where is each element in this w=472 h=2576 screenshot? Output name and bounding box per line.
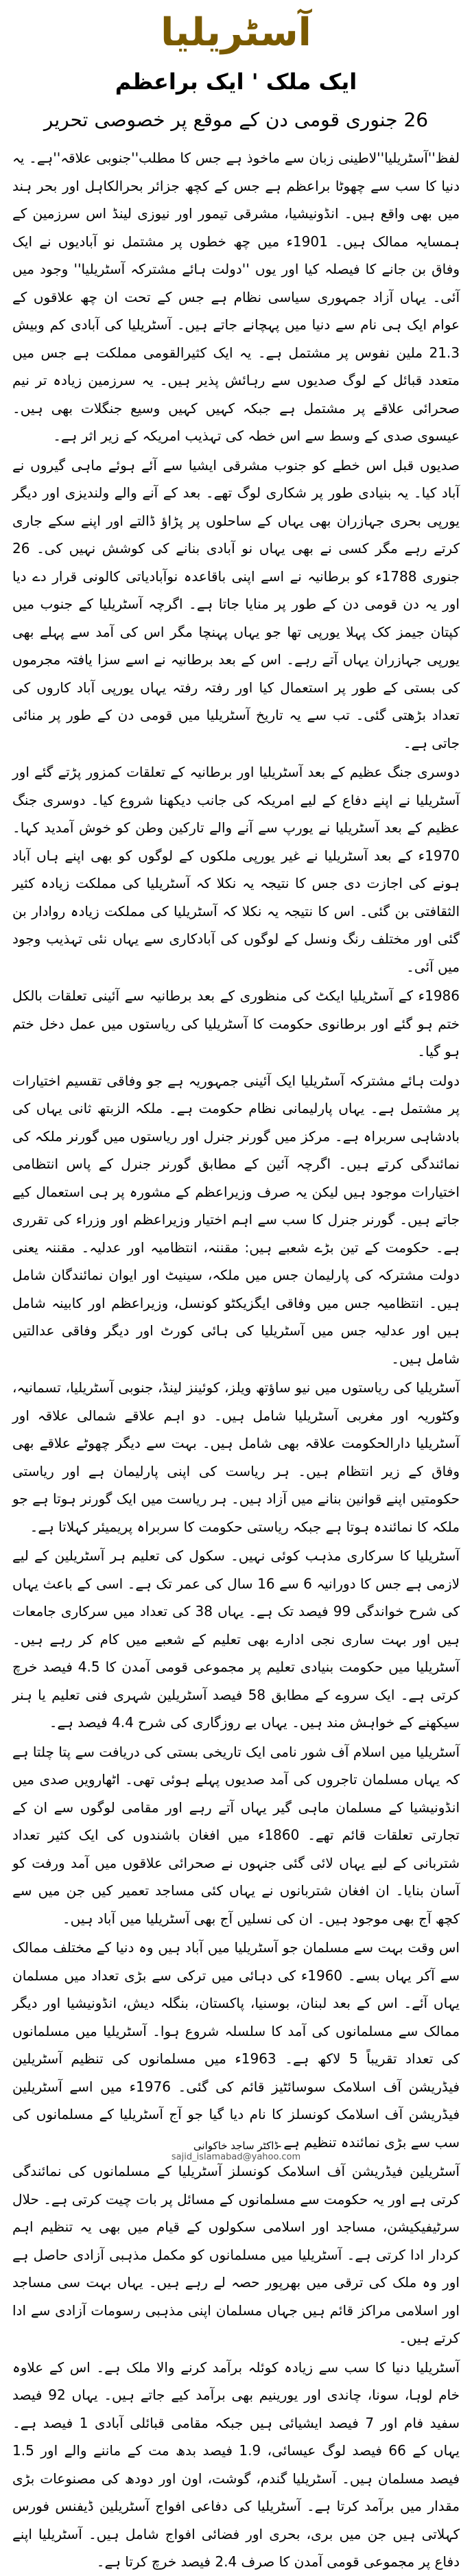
author-name: ڈاکٹر ساجد خاکوانی <box>193 2140 279 2152</box>
paragraph: لفظ''آسٹریلیا''لاطینی زبان سے ماخوذ ہے جس کا مطلب''جنوبی علاقہ''ہے۔ یہ دنیا کا سب سے چھوٹا براعظم ہے جس کے کچھ جزائر بحرالکاہل اور بحر ہند میں بھی واقع ہیں۔ انڈونیشیا، مشرقی تیمور اور نیوزی لینڈ اس سرزمین کے ہمسایہ ممالک ہیں۔ 1901ء میں چھ خطوں پر مشتمل نو آبادیوں نے ایک وفاق بن جانے کا فیصلہ کیا اور یوں ''دولت ہائے مشترکہ آسٹریلیا'' وجود میں آئی۔ یہاں آزاد جمہوری سیاسی نظام ہے جس کے تحت ان چھ علاقوں کے عوام ایک ہی نام سے دنیا میں پہچانے جاتے ہیں۔ آسٹریلیا کی آبادی کم وبیش 21.3 ملین نفوس پر مشتمل ہے۔ یہ ایک کثیرالقومی مملکت ہے جس میں متعدد قبائل کے لوگ صدیوں سے رہائش پذیر ہیں۔ یہ سرزمین زیادہ تر نیم صحرائی علاقے پر مشتمل ہے جبکہ کہیں کہیں وسیع جنگلات بھی ہیں۔ عیسوی صدی کے وسط سے اس خطہ کی تہذیب امریکہ کے زیر اثر ہے۔ <box>12 150 460 444</box>
paragraph: دولت ہائے مشترکہ آسٹریلیا ایک آئینی جمہوریہ ہے جو وفاقی تقسیم اختیارات پر مشتمل ہے۔ یہاں پارلیمانی نظام حکومت ہے۔ ملکہ الزبتھ ثانی یہاں کی بادشاہی سربراہ ہے۔ مرکز میں گورنر جنرل اور ریاستوں میں گورنر ملکہ کی نمائندگی کرتے ہیں۔ اگرچہ آئین کے مطابق گورنر جنرل کے پاس انتظامی اختیارات موجود ہیں لیکن یہ صرف وزیراعظم کے مشورہ پر ہی استعمال کیے جاتے ہیں۔ گورنر جنرل کا سب سے اہم اختیار وزیراعظم اور وزراء کی تقرری ہے۔ حکومت کے تین بڑے شعبے ہیں: مقننہ، انتظامیہ اور عدلیہ۔ مقننہ یعنی دولت مشترکہ کی پارلیمان جس میں ملکہ، سینیٹ اور ایوان نمائندگان شامل ہیں۔ انتظامیہ جس میں وفاقی ایگزیکٹو کونسل، وزیراعظم اور کابینہ شامل ہیں اور عدلیہ جس میں آسٹریلیا کی ہائی کورٹ اور دیگر وفاقی عدالتیں شامل ہیں۔ <box>12 1072 460 1367</box>
paragraph: صدیوں قبل اس خطے کو جنوب مشرقی ایشیا سے آئے ہوئے ماہی گیروں نے آباد کیا۔ یہ بنیادی طور پر شکاری لوگ تھے۔ بعد کے آنے والے ولندیزی اور دیگر یورپی بحری جہازران بھی یہاں کے ساحلوں پر پڑاؤ ڈالتے اور اپنے سکے جاری کرتے رہے مگر کسی نے بھی یہاں نو آبادی بنانے کی کوشش نہیں کی۔ 26 جنوری 1788ء کو برطانیہ نے اسے اپنی باقاعدہ نوآبادیاتی کالونی قرار دے دیا اور یہ دن قومی دن کے طور پر منایا جاتا ہے۔ اگرچہ آسٹریلیا کے جنوب میں کپتان جیمز کک پہلا یورپی تھا جو یہاں پہنچا مگر اس کی آمد سے پہلے بھی یورپی جہازران یہاں آتے رہے۔ اس کے بعد برطانیہ نے اسے سزا یافتہ مجرموں کی بستی کے طور پر استعمال کیا اور رفتہ رفتہ یہاں یورپی آباد کاروں کی تعداد بڑھتی گئی۔ تب سے یہ تاریخ آسٹریلیا میں قومی دن کے طور پر منائی جاتی ہے۔ <box>12 456 460 751</box>
article-body <box>12 144 460 2576</box>
author-email: sajid_islamabad@yahoo.com <box>171 2152 301 2162</box>
paragraph: آسٹریلیا دنیا کا سب سے زیادہ کوئلہ برآمد کرنے والا ملک ہے۔ اس کے علاوہ خام لوہا، سونا، چاندی اور یورینیم بھی برآمد کیے جاتے ہیں۔ یہاں 92 فیصد سفید فام اور 7 فیصد ایشیائی ہیں جبکہ مقامی قبائلی آبادی 1 فیصد ہے۔ یہاں کے 66 فیصد لوگ عیسائی، 1.9 فیصد بدھ مت کے ماننے والے اور 1.5 فیصد مسلمان ہیں۔ آسٹریلیا گندم، گوشت، اون اور دودھ کی مصنوعات بڑی مقدار میں برآمد کرتا ہے۔ آسٹریلیا کی دفاعی افواج آسٹریلین ڈیفنس فورس کہلاتی ہیں جن میں بری، بحری اور فضائی افواج شامل ہیں۔ آسٹریلیا اپنے دفاع پر مجموعی قومی آمدن کا صرف 2.4 فیصد خرچ کرتا ہے۔ <box>12 2358 460 2570</box>
article-title: آسٹریلیا <box>161 10 311 55</box>
paragraph: دوسری جنگ عظیم کے بعد آسٹریلیا اور برطانیہ کے تعلقات کمزور پڑتے گئے اور آسٹریلیا نے اپنے دفاع کے لیے امریکہ کی جانب دیکھنا شروع کیا۔ دوسری جنگ عظیم کے بعد آسٹریلیا نے یورپ سے آنے والے تارکین وطن کو خوش آمدید کہا۔ 1970ء کے بعد آسٹریلیا نے غیر یورپی ملکوں کے لوگوں کو بھی اپنے ہاں آباد ہونے کی اجازت دی جس کا نتیجہ یہ نکلا کہ آسٹریلیا کی مملکت زیادہ کثیر الثقافتی بن گئی۔ اس کا نتیجہ یہ نکلا کہ آسٹریلیا کی مملکت زیادہ روادار بن گئی اور مختلف رنگ ونسل کے لوگوں کی آبادکاری سے یہاں نئی تہذیب وجود میں آئی۔ <box>12 764 460 975</box>
article-subtitle: ایک ملک ' ایک براعظم <box>115 69 357 95</box>
paragraph: 1986ء کے آسٹریلیا ایکٹ کی منظوری کے بعد برطانیہ سے آئینی تعلقات بالکل ختم ہو گئے اور برطانوی حکومت کا آسٹریلیا کی ریاستوں میں عمل دخل ختم ہو گیا۔ <box>12 987 460 1059</box>
article-kicker: 26 جنوری قومی دن کے موقع پر خصوصی تحریر <box>43 108 429 131</box>
paragraph: آسٹریلین فیڈریشن آف اسلامک کونسلز آسٹریلیا کے مسلمانوں کی نمائندگی کرتی ہے اور یہ حکومت سے مسلمانوں کے مسائل پر بات چیت کرتی ہے۔ حلال سرٹیفیکیشن، مساجد اور اسلامی سکولوں کے قیام میں بھی یہ تنظیم اہم کردار ادا کرتی ہے۔ آسٹریلیا میں مسلمانوں کو مکمل مذہبی آزادی حاصل ہے اور وہ ملک کی ترقی میں بھرپور حصہ لے رہے ہیں۔ یہاں بہت سی مساجد اور اسلامی مراکز قائم ہیں جہاں مسلمان اپنی مذہبی رسومات آزادی سے ادا کرتے ہیں۔ <box>12 2163 460 2346</box>
paragraph: آسٹریلیا کا سرکاری مذہب کوئی نہیں۔ سکول کی تعلیم ہر آسٹریلین کے لیے لازمی ہے جس کا دورانیہ 6 سے 16 سال کی عمر تک ہے۔ اسی کے باعث یہاں کی شرح خواندگی 99 فیصد تک ہے۔ یہاں 38 کی تعداد میں سرکاری جامعات ہیں اور بہت ساری نجی ادارے بھی تعلیم کے شعبے میں کام کر رہے ہیں۔ آسٹریلیا میں حکومت بنیادی تعلیم پر مجموعی قومی آمدن کا 4.5 فیصد خرچ کرتی ہے۔ ایک سروے کے مطابق 58 فیصد آسٹریلین شہری فنی تعلیم یا ہنر سیکھنے کے خواہش مند ہیں۔ یہاں بے روزگاری کی شرح 4.4 فیصد ہے۔ <box>12 1547 460 1731</box>
article-footer <box>0 2140 472 2162</box>
paragraph: آسٹریلیا کی ریاستوں میں نیو ساؤتھ ویلز، کوئینز لینڈ، جنوبی آسٹریلیا، تسمانیہ، وکٹوریہ اور مغربی آسٹریلیا شامل ہیں۔ دو اہم علاقے شمالی علاقہ اور آسٹریلیا دارالحکومت علاقہ بھی شامل ہیں۔ بہت سے دیگر چھوٹے علاقے بھی وفاق کے زیر انتظام ہیں۔ ہر ریاست کی اپنی پارلیمان ہے اور ریاستی حکومتیں اپنے قوانین بنانے میں آزاد ہیں۔ ہر ریاست میں ایک گورنر ہوتا ہے جو ملکہ کا نمائندہ ہوتا ہے جبکہ ریاستی حکومت کا سربراہ پریمیئر کہلاتا ہے۔ <box>12 1379 460 1535</box>
paragraph: اس وقت بہت سے مسلمان جو آسٹریلیا میں آباد ہیں وہ دنیا کے مختلف ممالک سے آکر یہاں بسے۔ 1960ء کی دہائی میں ترکی سے بڑی تعداد میں مسلمان یہاں آئے۔ اس کے بعد لبنان، بوسنیا، پاکستان، بنگلہ دیش، انڈونیشیا اور دیگر ممالک سے مسلمانوں کی آمد کا سلسلہ شروع ہوا۔ آسٹریلیا میں مسلمانوں کی تعداد تقریباً 5 لاکھ ہے۔ 1963ء میں مسلمانوں کی تنظیم آسٹریلین فیڈریشن آف اسلامک سوسائٹیز قائم کی گئی۔ 1976ء میں اسے آسٹریلین فیڈریشن آف اسلامک کونسلز کا نام دیا گیا جو آج آسٹریلیا کے مسلمانوں کی سب سے بڑی نمائندہ تنظیم ہے۔ <box>12 1939 460 2151</box>
paragraph: آسٹریلیا میں اسلام آف شور نامی ایک تاریخی بستی کی دریافت سے پتا چلتا ہے کہ یہاں مسلمان تاجروں کی آمد صدیوں پہلے ہوئی تھی۔ اٹھارویں صدی میں انڈونیشیا کے مسلمان ماہی گیر یہاں آتے رہے اور مقامی لوگوں سے ان کے تجارتی تعلقات قائم تھے۔ 1860ء میں افغان باشندوں کی ایک کثیر تعداد شتربانی کے لیے یہاں لائی گئی جنہوں نے صحرائی علاقوں میں آمد ورفت کو آسان بنایا۔ ان افغان شتربانوں نے یہاں کئی مساجد تعمیر کیں جن میں سے کچھ آج بھی موجود ہیں۔ ان کی نسلیں آج بھی آسٹریلیا میں آباد ہیں۔ <box>12 1743 460 1927</box>
